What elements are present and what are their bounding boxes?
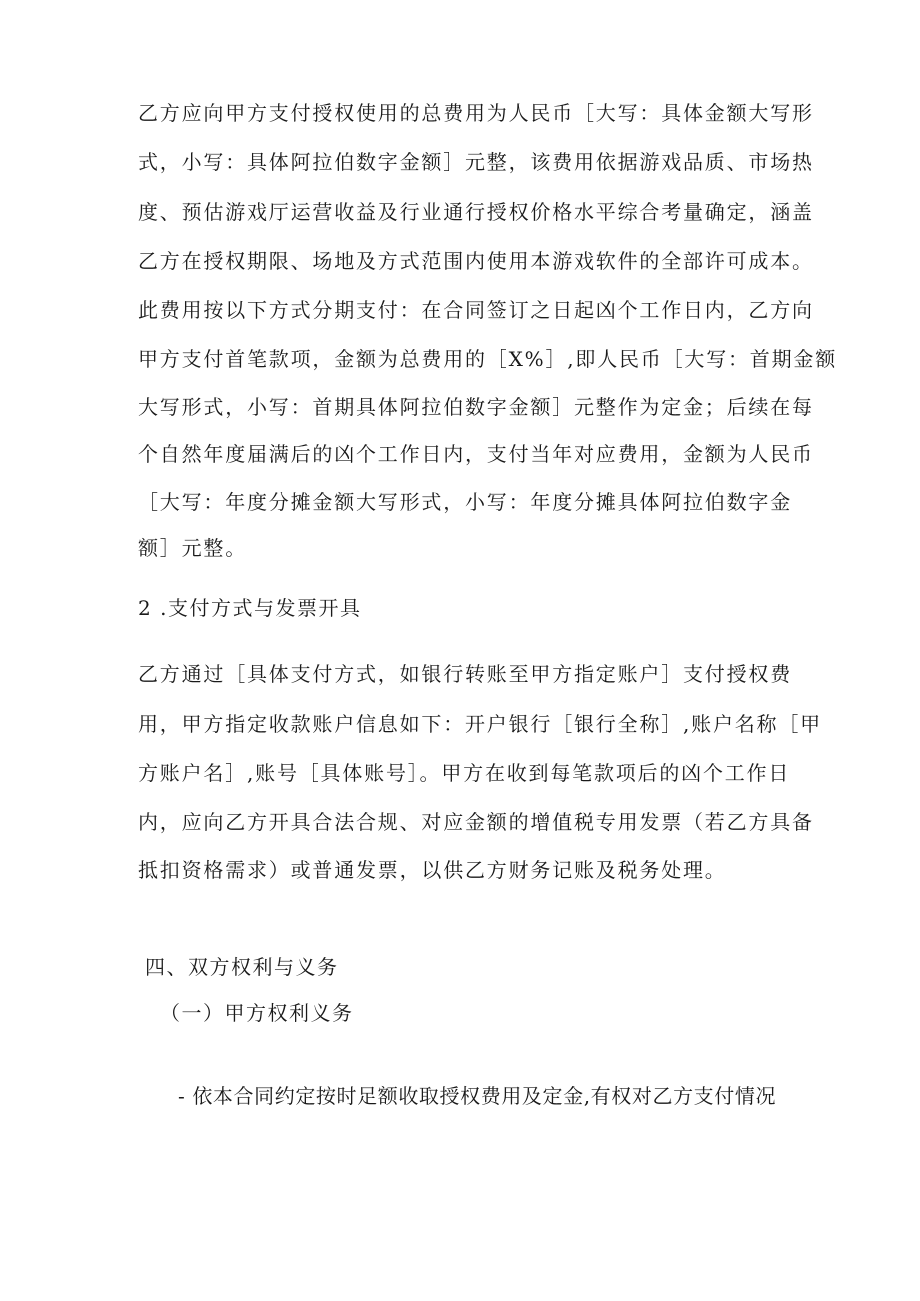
fee-paragraph-line: 甲方支付首笔款项，金额为总费用的［X%］,即人民币［大写：首期金额 [138,347,837,371]
payment-paragraph-line: 抵扣资格需求）或普通发票，以供乙方财务记账及税务处理。 [138,858,727,882]
fee-paragraph-line: 式，小写：具体阿拉伯数字金额］元整，该费用依据游戏品质、市场热 [138,150,814,174]
fee-paragraph-line: ［大写：年度分摊金额大写形式，小写：年度分摊具体阿拉伯数字金 [138,490,792,514]
fee-paragraph-line: 此费用按以下方式分期支付：在合同签订之日起凶个工作日内，乙方向 [138,298,814,322]
fee-paragraph-line: 乙方应向甲方支付授权使用的总费用为人民币［大写：具体金额大写形 [138,101,814,125]
payment-paragraph-line: 乙方通过［具体支付方式，如银行转账至甲方指定账户］支付授权费 [138,662,792,686]
fee-paragraph-line: 大写形式，小写：首期具体阿拉伯数字金额］元整作为定金；后续在每 [138,395,814,419]
bullet-item: - 依本合同约定按时足额收取授权费用及定金,有权对乙方支付情况 [178,1084,777,1108]
fee-paragraph-line: 度、预估游戏厅运营收益及行业通行授权价格水平综合考量确定，涵盖 [138,200,814,224]
section-4-heading: 四、双方权利与义务 [145,955,339,979]
payment-paragraph-line: 方账户名］,账号［具体账号］。甲方在收到每笔款项后的凶个工作日 [138,761,791,785]
payment-paragraph-line: 用，甲方指定收款账户信息如下：开户银行［银行全称］,账户名称［甲 [138,712,822,736]
fee-paragraph-line: 乙方在授权期限、场地及方式范围内使用本游戏软件的全部许可成本。 [138,249,814,273]
section-2-heading: 2 .支付方式与发票开具 [138,596,362,620]
fee-paragraph-line: 个自然年度届满后的凶个工作日内，支付当年对应费用，金额为人民币 [138,442,814,466]
subsection-1-heading: （一）甲方权利义务 [160,1001,354,1025]
fee-paragraph-line: 额］元整。 [138,536,247,560]
payment-paragraph-line: 内，应向乙方开具合法合规、对应金额的增值税专用发票（若乙方具备 [138,810,814,834]
